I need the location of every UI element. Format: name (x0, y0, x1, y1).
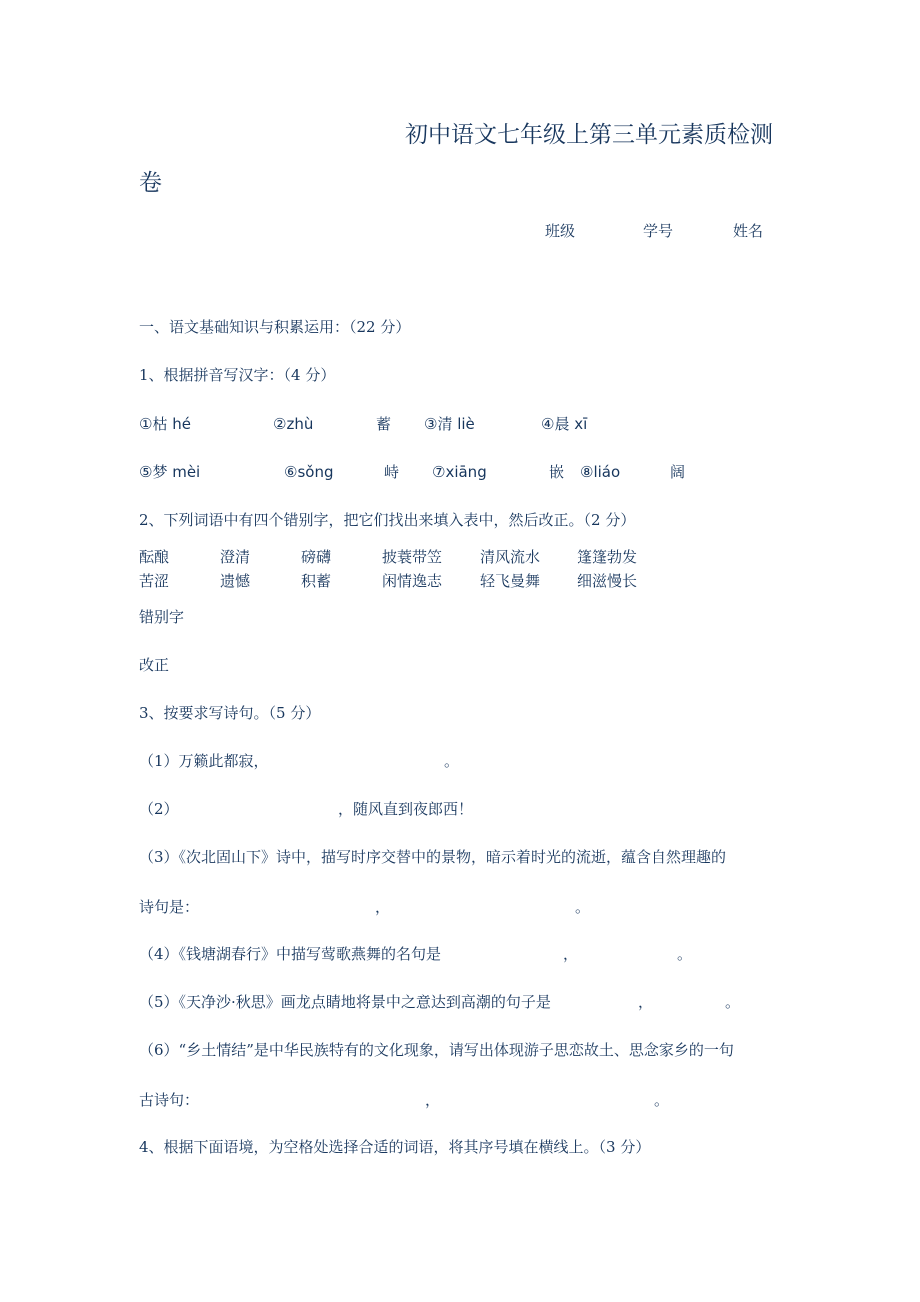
word-item: 轻飞曼舞 (480, 572, 541, 590)
poem-line-end: ，随风直到夜郎西！ (338, 800, 474, 818)
poem-line-comma: ， (425, 1091, 441, 1109)
poem-line: （5）《天净沙·秋思》画龙点睛地将景中之意达到高潮的句子是 (139, 993, 551, 1011)
question-2-prompt: 2、下列词语中有四个错别字，把它们找出来填入表中，然后改正。（2 分） (139, 511, 636, 529)
poem-line: 诗句是： (139, 898, 200, 916)
word-item: 澄清 (220, 548, 251, 566)
word-item: 磅礴 (301, 548, 332, 566)
word-item: 积蓄 (301, 572, 332, 590)
poem-line-end: 。 (575, 898, 591, 916)
student-id-label: 学号 (643, 222, 674, 240)
poem-line-end: 。 (444, 752, 460, 770)
poem-line-end: 。 (654, 1091, 670, 1109)
word-item: 酝酿 (139, 548, 170, 566)
pinyin-item: ②zhù (273, 415, 314, 433)
question-1-prompt: 1、根据拼音写汉字：（4 分） (139, 366, 336, 384)
poem-line-end: 。 (725, 993, 741, 1011)
question-4-prompt: 4、根据下面语境，为空格处选择合适的词语，将其序号填在横线上。（3 分） (139, 1138, 651, 1156)
word-item: 细滋慢长 (577, 572, 638, 590)
poem-line: （2） (139, 800, 179, 818)
pinyin-item: 阔 (670, 463, 686, 481)
poem-line-comma: ， (638, 993, 654, 1011)
word-item: 清风流水 (480, 548, 541, 566)
poem-line: （6）“乡土情结”是中华民族特有的文化现象，请写出体现游子思恋故土、思念家乡的一句 (139, 1041, 734, 1059)
pinyin-item: ④晨 xī (541, 415, 588, 433)
section-heading: 一、语文基础知识与积累运用：（22 分） (139, 318, 411, 336)
poem-line-end: 。 (677, 945, 693, 963)
poem-line: 古诗句： (139, 1091, 200, 1109)
wrong-character-label: 错别字 (139, 608, 185, 626)
pinyin-item: ③清 liè (424, 415, 475, 433)
page-title: 初中语文七年级上第三单元素质检测 (405, 122, 773, 148)
pinyin-item: ⑥sǒng (284, 463, 334, 481)
page-title-continued: 卷 (139, 170, 162, 196)
pinyin-item: 嵌 (549, 463, 565, 481)
correction-label: 改正 (139, 656, 170, 674)
name-label: 姓名 (733, 222, 764, 240)
word-item: 披蓑带笠 (382, 548, 443, 566)
pinyin-item: ①枯 hé (139, 415, 191, 433)
poem-line: （3）《次北固山下》诗中，描写时序交替中的景物，暗示着时光的流逝，蕴含自然理趣的 (139, 848, 727, 866)
pinyin-item: ⑧liáo (580, 463, 621, 481)
poem-line: （4）《钱塘湖春行》中描写莺歌燕舞的名句是 (139, 945, 442, 963)
pinyin-item: ⑤梦 mèi (139, 463, 201, 481)
poem-line: （1）万籁此都寂， (139, 752, 269, 770)
word-item: 篷篷勃发 (577, 548, 638, 566)
question-3-prompt: 3、按要求写诗句。（5 分） (139, 704, 321, 722)
pinyin-item: 峙 (384, 463, 400, 481)
pinyin-item: 蓄 (376, 415, 392, 433)
poem-line-comma: ， (375, 898, 391, 916)
word-item: 遗憾 (220, 572, 251, 590)
class-label: 班级 (545, 222, 576, 240)
poem-line-comma: ， (563, 945, 579, 963)
word-item: 闲情逸志 (382, 572, 443, 590)
pinyin-item: ⑦xiāng (432, 463, 487, 481)
word-item: 苦涩 (139, 572, 170, 590)
